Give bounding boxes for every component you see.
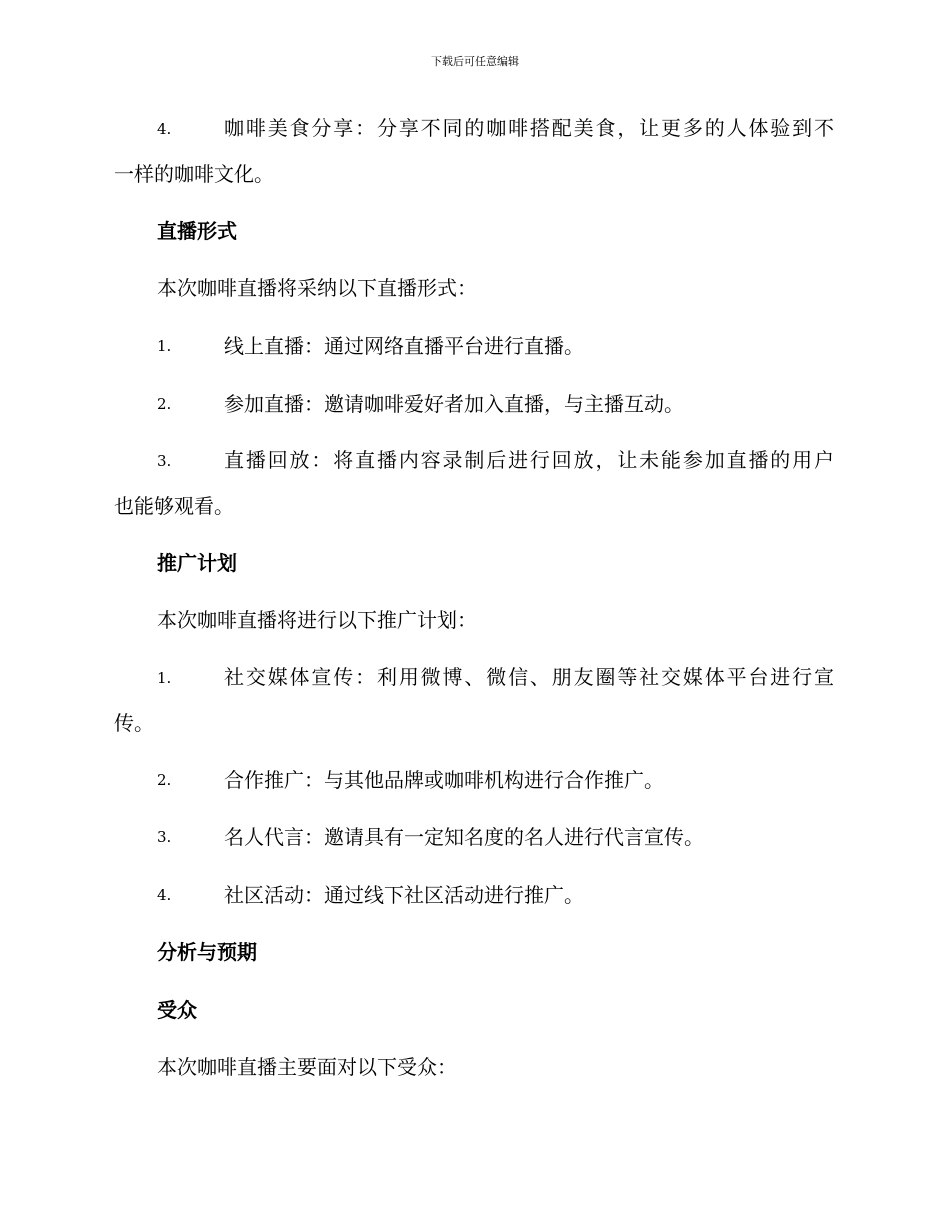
list-item-continuation: 传。	[114, 711, 154, 735]
list-number: 3.	[157, 828, 172, 846]
page-header: 下载后可任意编辑	[431, 55, 519, 68]
section-heading: 受众	[157, 998, 197, 1022]
list-item-text: 名人代言：邀请具有一定知名度的名人进行代言宣传。	[224, 825, 704, 849]
paragraph: 本次咖啡直播将进行以下推广计划：	[157, 608, 477, 632]
list-item-text: 直播回放：将直播内容录制后进行回放，让未能参加直播的用户	[224, 448, 834, 472]
list-item-text: 社区活动：通过线下社区活动进行推广。	[224, 883, 584, 907]
list-number: 2.	[157, 771, 172, 789]
list-item-text: 参加直播：邀请咖啡爱好者加入直播，与主播互动。	[224, 392, 684, 416]
paragraph: 本次咖啡直播将采纳以下直播形式：	[157, 276, 477, 300]
list-number: 1.	[157, 337, 172, 355]
list-number: 4.	[157, 120, 172, 138]
paragraph: 本次咖啡直播主要面对以下受众：	[157, 1055, 457, 1079]
list-item-continuation: 一样的咖啡文化。	[114, 162, 274, 186]
list-number: 4.	[157, 886, 172, 904]
list-item-text: 社交媒体宣传：利用微博、微信、朋友圈等社交媒体平台进行宣	[224, 665, 834, 689]
section-heading: 直播形式	[157, 219, 237, 243]
list-item-text: 合作推广：与其他品牌或咖啡机构进行合作推广。	[224, 768, 664, 792]
list-number: 3.	[157, 452, 172, 470]
list-number: 2.	[157, 395, 172, 413]
list-item-continuation: 也能够观看。	[114, 494, 234, 518]
list-item-text: 线上直播：通过网络直播平台进行直播。	[224, 334, 584, 358]
section-heading: 推广计划	[157, 551, 237, 575]
section-heading: 分析与预期	[157, 940, 257, 964]
list-item-text: 咖啡美食分享：分享不同的咖啡搭配美食，让更多的人体验到不	[224, 116, 834, 140]
list-number: 1.	[157, 669, 172, 687]
